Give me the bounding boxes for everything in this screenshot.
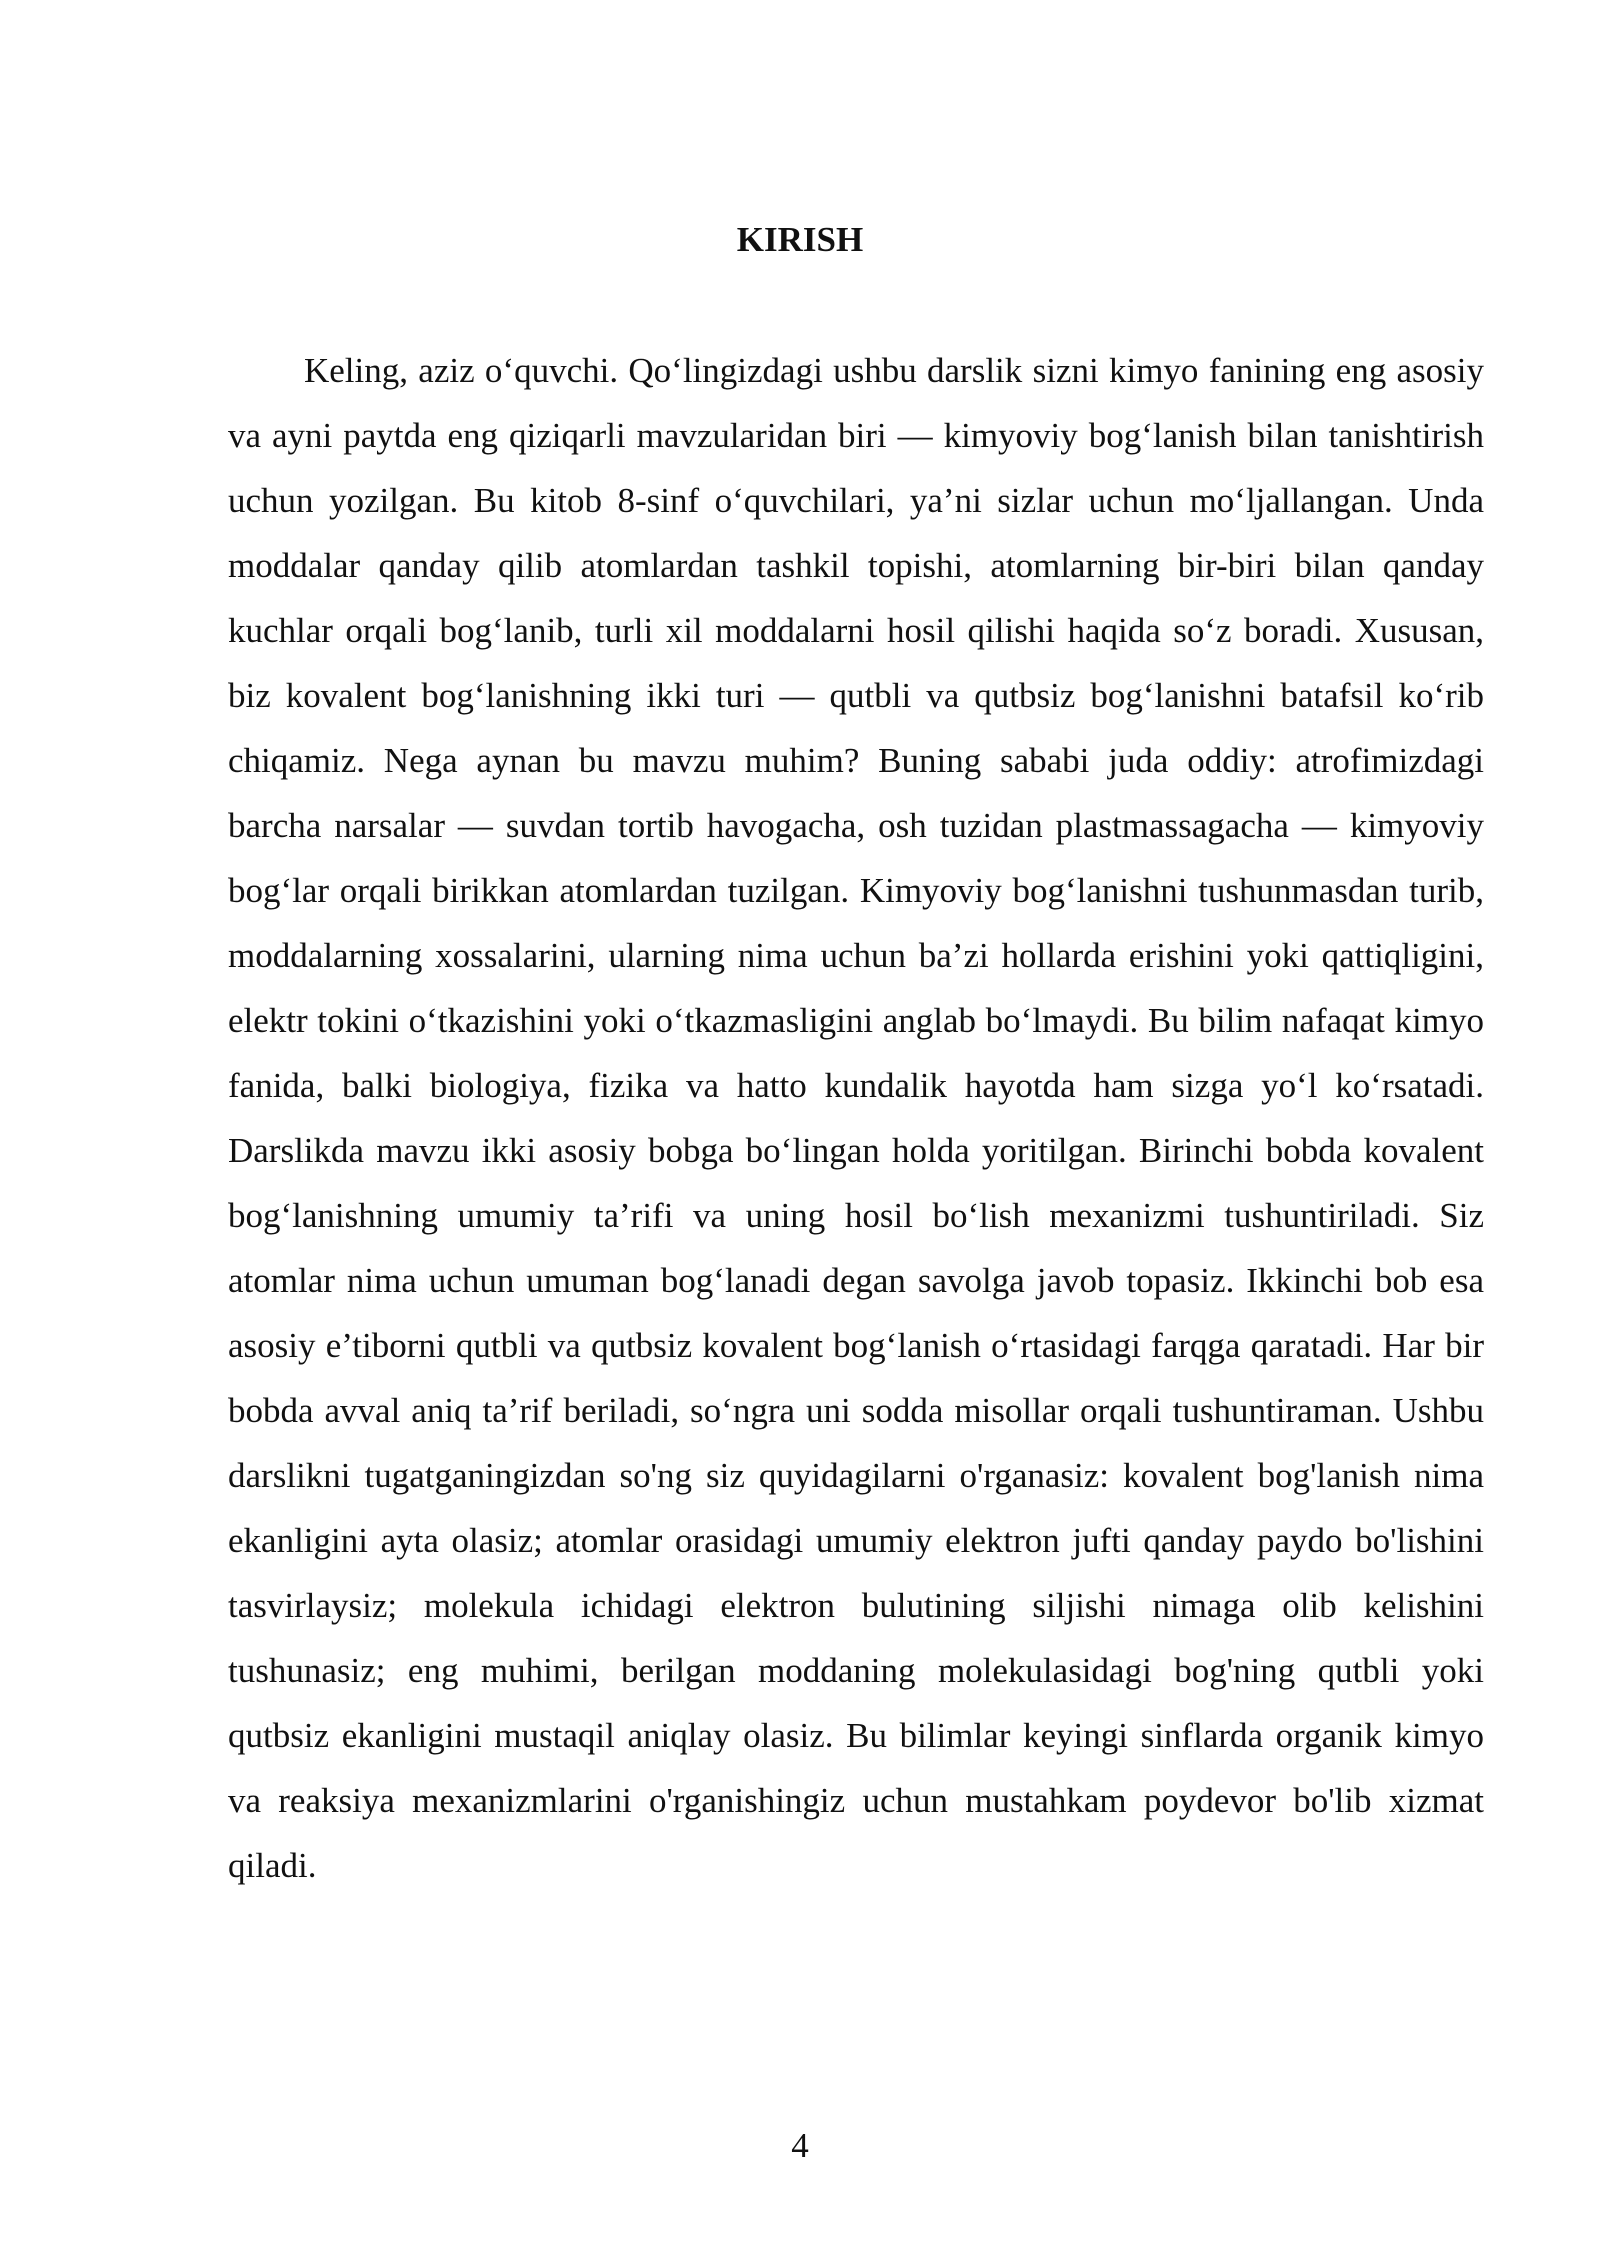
page-number: 4 (791, 2126, 809, 2165)
body-paragraph: Keling, aziz o‘quvchi. Qo‘lingizdagi ushbu darslik sizni kimyo fanining eng asosiy va ayni paytda eng qiziqarli mavzularidan biri — kimyoviy bog‘lanish bilan tanishtirish uchun yozilgan. Bu kitob 8-sinf o‘quvchilari, ya’ni sizlar uchun mo‘ljallangan. Unda moddalar qanday qilib atomlardan tashkil topishi, atomlarning bir-biri bilan qanday kuchlar orqali bog‘lanib, turli xil moddalarni hosil qilishi haqida so‘z boradi. Xususan, biz kovalent bog‘lanishning ikki turi — qutbli va qutbsiz bog‘lanishni batafsil ko‘rib chiqamiz. Nega aynan bu mavzu muhim? Buning sababi juda oddiy: atrofimizdagi barcha narsalar — suvdan tortib havogacha, osh tuzidan plastmassagacha — kimyoviy bog‘lar orqali birikkan atomlardan tuzilgan. Kimyoviy bog‘lanishni tushunmasdan turib, moddalarning xossalarini, ularning nima uchun ba’zi hollarda erishini yoki qattiqligini, elektr tokini o‘tkazishini yoki o‘tkazmasligini anglab bo‘lmaydi. Bu bilim nafaqat kimyo fanida, balki biologiya, fizika va hatto kundalik hayotda ham sizga yo‘l ko‘rsatadi. Darslikda mavzu ikki asosiy bobga bo‘lingan holda yoritilgan. Birinchi bobda kovalent bog‘lanishning umumiy ta’rifi va uning hosil bo‘lish mexanizmi tushuntiriladi. Siz atomlar nima uchun umuman bog‘lanadi degan savolga javob topasiz. Ikkinchi bob esa asosiy e’tiborni qutbli va qutbsiz kovalent bog‘lanish o‘rtasidagi farqga qaratadi. Har bir bobda avval aniq ta’rif beriladi, so‘ngra uni sodda misollar orqali tushuntiraman. Ushbu darslikni tugatganingizdan so'ng siz quyidagilarni o'rganasiz: kovalent bog'lanish nima ekanligini ayta olasiz; atomlar orasidagi umumiy elektron jufti qanday paydo bo'lishini tasvirlaysiz; molekula ichidagi elektron bulutining siljishi nimaga olib kelishini tushunasiz; eng muhimi, berilgan moddaning molekulasidagi bog'ning qutbli yoki qutbsiz ekanligini mustaqil aniqlay olasiz. Bu bilimlar keyingi sinflarda organik kimyo va reaksiya mexanizmlarini o'rganishingiz uchun mustahkam poydevor bo'lib xizmat qiladi. (228, 351, 1484, 1885)
page-title: KIRISH (736, 220, 864, 259)
